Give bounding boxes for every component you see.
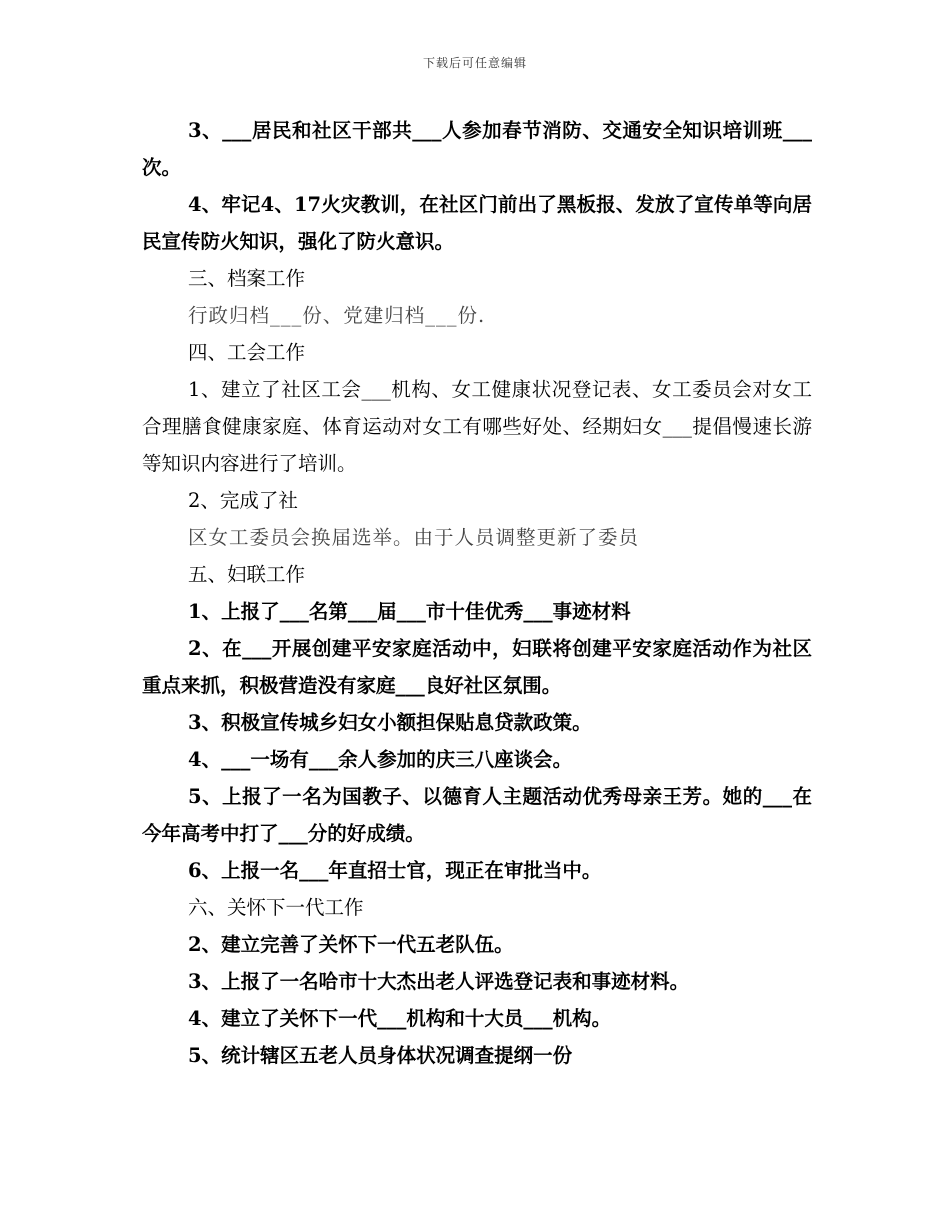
paragraph-archives-count: 行政归档___份、党建归档___份. — [188, 304, 486, 327]
paragraph-union-item-1: 1、建立了社区工会___机构、女工健康状况登记表、女工委员会对女工合理膳食健康家庭、体育运动对女工有哪些好处、经期妇女___提倡慢速长游等知识内容进行了培训。 — [142, 378, 812, 475]
paragraph-next-gen-item-2: 2、建立完善了关怀下一代五老队伍。 — [188, 933, 514, 956]
section-heading-womens-federation: 五、妇联工作 — [188, 563, 306, 586]
paragraph-union-item-2: 2、完成了社 — [188, 489, 298, 512]
page-header: 下载后可任意编辑 — [422, 56, 527, 70]
section-heading-union: 四、工会工作 — [188, 341, 306, 364]
paragraph-next-gen-item-5: 5、统计辖区五老人员身体状况调查提纲一份 — [188, 1044, 573, 1067]
paragraph-next-gen-item-4: 4、建立了关怀下一代___机构和十大员___机构。 — [188, 1007, 612, 1030]
paragraph-federation-item-3: 3、积极宣传城乡妇女小额担保贴息贷款政策。 — [188, 711, 592, 734]
paragraph-federation-item-2: 2、在___开展创建平安家庭活动中，妇联将创建平安家庭活动作为社区重点来抓，积极营造没有家庭___良好社区氛围。 — [142, 637, 812, 697]
paragraph-federation-item-1: 1、上报了___名第___届___市十佳优秀___事迹材料 — [188, 600, 631, 623]
paragraph-item-4-fire-lesson: 4、牢记4、17火灾教训，在社区门前出了黑板报、发放了宣传单等向居民宣传防火知识，强化了防火意识。 — [142, 193, 812, 253]
paragraph-federation-item-6: 6、上报一名___年直招士官，现正在审批当中。 — [188, 859, 602, 882]
paragraph-federation-item-4: 4、___一场有___余人参加的庆三八座谈会。 — [188, 748, 573, 771]
paragraph-federation-item-5: 5、上报了一名为国教子、以德育人主题活动优秀母亲王芳。她的___在今年高考中打了___分的好成绩。 — [142, 785, 812, 845]
paragraph-union-item-2-continued: 区女工委员会换届选举。由于人员调整更新了委员 — [188, 526, 640, 549]
paragraph-next-gen-item-3: 3、上报了一名哈市十大杰出老人评选登记表和事迹材料。 — [188, 970, 690, 993]
section-heading-archives: 三、档案工作 — [188, 267, 306, 290]
document-body — [142, 112, 812, 1074]
paragraph-item-3-training: 3、___居民和社区干部共___人参加春节消防、交通安全知识培训班___次。 — [142, 119, 812, 179]
section-heading-next-generation: 六、关怀下一代工作 — [188, 896, 364, 919]
